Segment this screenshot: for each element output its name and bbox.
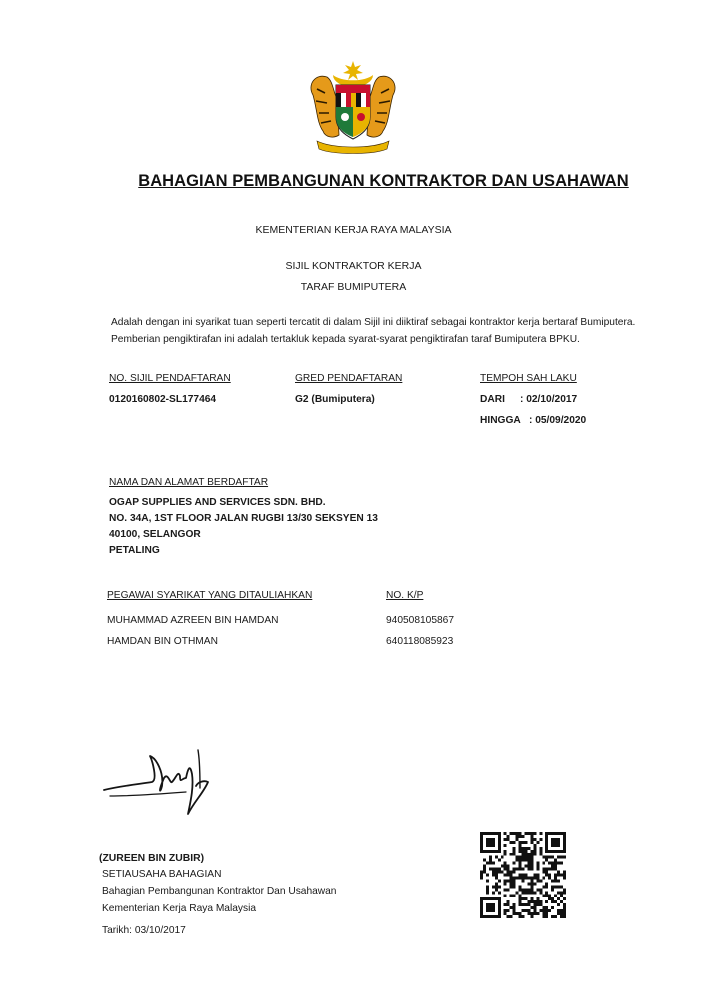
company-name: OGAP SUPPLIES AND SERVICES SDN. BHD. xyxy=(109,497,326,508)
officer-name: MUHAMMAD AZREEN BIN HAMDAN xyxy=(107,615,279,626)
registration-grade-value: G2 (Bumiputera) xyxy=(295,394,375,405)
validity-to-value: : 05/09/2020 xyxy=(529,415,587,426)
company-label: NAMA DAN ALAMAT BERDAFTAR xyxy=(109,477,269,488)
registration-no-label: NO. SIJIL PENDAFTARAN xyxy=(109,373,231,384)
company-address-line-3: PETALING xyxy=(109,545,160,556)
ministry-name: KEMENTERIAN KERJA RAYA MALAYSIA xyxy=(255,224,452,236)
officer-ic: 940508105867 xyxy=(386,615,454,626)
validity-label: TEMPOH SAH LAKU xyxy=(480,373,577,384)
validity-from-value: : 02/10/2017 xyxy=(520,394,578,405)
officers-ic-label: NO. K/P xyxy=(386,590,424,601)
validity-from-label: DARI xyxy=(480,394,505,405)
qr-code xyxy=(480,832,566,918)
officers-name-label: PEGAWAI SYARIKAT YANG DITAULIAHKAN xyxy=(107,590,313,601)
signatory-division: Bahagian Pembangunan Kontraktor Dan Usahawan xyxy=(102,886,337,897)
officer-name: HAMDAN BIN OTHMAN xyxy=(107,636,218,647)
officer-ic: 640118085923 xyxy=(386,636,454,647)
company-address-line-1: NO. 34A, 1ST FLOOR JALAN RUGBI 13/30 SEKSYEN 13 xyxy=(109,513,378,524)
coat-of-arms-logo xyxy=(303,55,403,160)
signatory-position: SETIAUSAHA BAHAGIAN xyxy=(102,869,222,880)
validity-to-label: HINGGA xyxy=(480,415,521,426)
registration-grade-label: GRED PENDAFTARAN xyxy=(295,373,403,384)
certificate-statement: Adalah dengan ini syarikat tuan seperti tercatit di dalam Sijil ini diiktiraf sebagai kontraktor kerja bertaraf Bumiputera. Pemberian pengiktirafan ini adalah tertakluk kepada syarat-syarat pengiktirafan taraf Bumiputera BPKU. xyxy=(111,317,636,345)
issue-date: Tarikh: 03/10/2017 xyxy=(102,925,186,936)
agency-title: BAHAGIAN PEMBANGUNAN KONTRAKTOR DAN USAHAWAN xyxy=(138,172,629,190)
signatory-ministry: Kementerian Kerja Raya Malaysia xyxy=(102,903,257,914)
signatory-name: (ZUREEN BIN ZUBIR) xyxy=(99,853,205,864)
registration-no-value: 0120160802-SL177464 xyxy=(109,394,217,405)
certificate-type: SIJIL KONTRAKTOR KERJA xyxy=(285,260,422,272)
company-address-line-2: 40100, SELANGOR xyxy=(109,529,201,540)
signature-image xyxy=(100,742,225,824)
certificate-status: TARAF BUMIPUTERA xyxy=(300,281,407,293)
